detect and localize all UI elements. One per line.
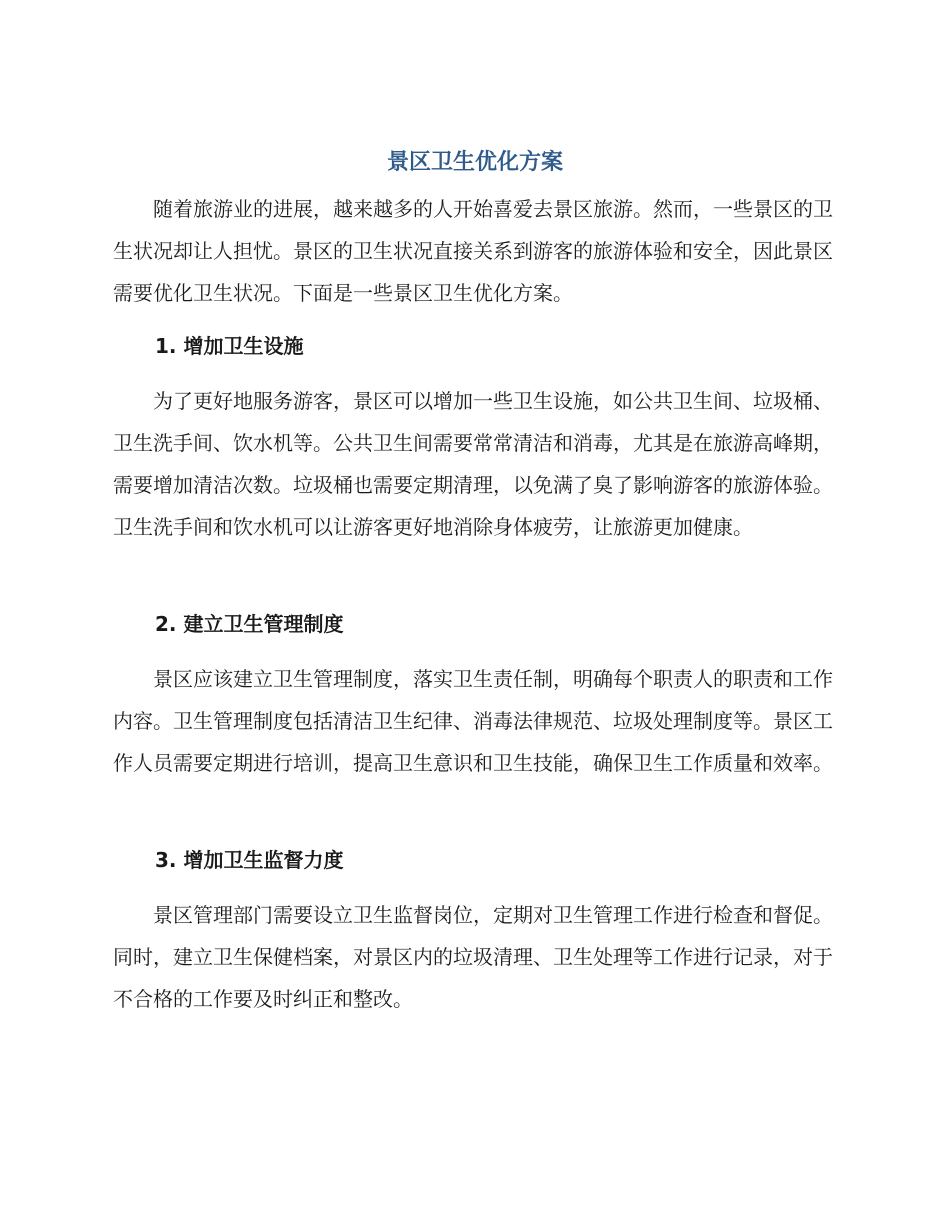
section-heading-supervision: 3. 增加卫生监督力度 xyxy=(155,848,344,872)
section-body-facilities: 为了更好地服务游客，景区可以增加一些卫生设施，如公共卫生间、垃圾桶、卫生洗手间、饮水机等。公共卫生间需要常常清洁和消毒，尤其是在旅游高峰期，需要增加清洁次数。垃圾桶也需要定期清理，以免满了臭了影响游客的旅游体验。卫生洗手间和饮水机可以让游客更好地消除身体疲劳，让旅游更加健康。 xyxy=(113,389,833,539)
document-title: 景区卫生优化方案 xyxy=(386,150,563,175)
section-heading-facilities: 1. 增加卫生设施 xyxy=(155,334,304,358)
section-body-supervision: 景区管理部门需要设立卫生监督岗位，定期对卫生管理工作进行检查和督促。同时，建立卫生保健档案，对景区内的垃圾清理、卫生处理等工作进行记录，对于不合格的工作要及时纠正和整改。 xyxy=(113,903,833,1011)
section-body-management: 景区应该建立卫生管理制度，落实卫生责任制，明确每个职责人的职责和工作内容。卫生管理制度包括清洁卫生纪律、消毒法律规范、垃圾处理制度等。景区工作人员需要定期进行培训，提高卫生意识和卫生技能，确保卫生工作质量和效率。 xyxy=(113,667,833,775)
section-heading-management: 2. 建立卫生管理制度 xyxy=(155,612,344,636)
intro-paragraph: 随着旅游业的进展，越来越多的人开始喜爱去景区旅游。然而，一些景区的卫生状况却让人担忧。景区的卫生状况直接关系到游客的旅游体验和安全，因此景区需要优化卫生状况。下面是一些景区卫生优化方案。 xyxy=(113,197,833,305)
